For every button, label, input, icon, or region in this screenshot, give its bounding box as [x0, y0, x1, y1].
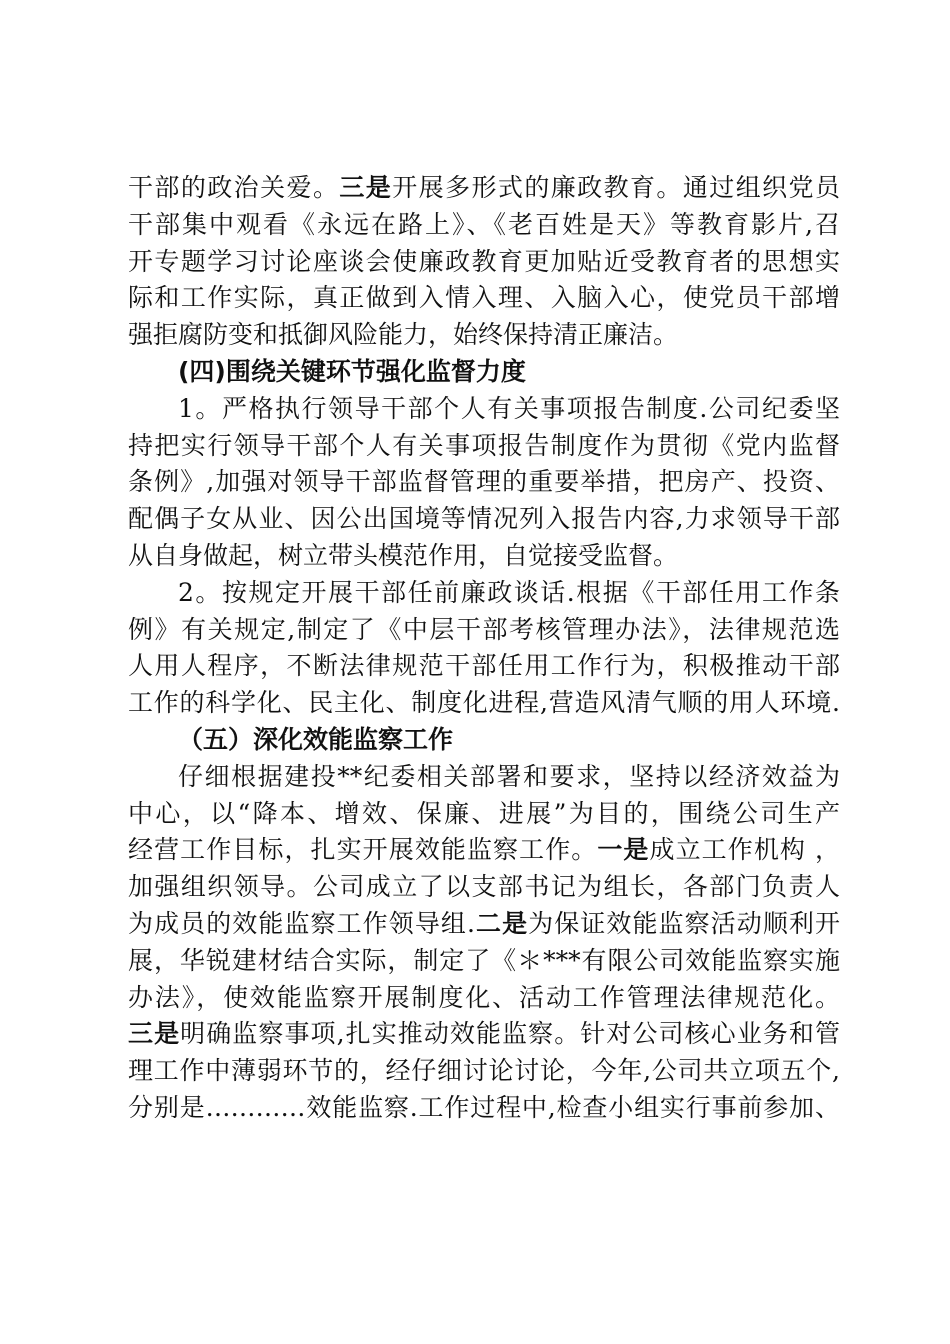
text-line: [128, 832, 840, 869]
text-line: 干部集中观看《永远在路上》、《老百姓是天》等教育影片,召: [128, 209, 840, 239]
text-line: 例》有关规定,制定了《中层干部考核管理办法》，法律规范选: [128, 614, 840, 644]
text-line: 分别是…………效能监察.工作过程中,检查小组实行事前参加、: [128, 1092, 840, 1122]
text-line: 际和工作实际，真正做到入情入理、入脑入心，使党员干部增: [128, 283, 840, 313]
text-span: 干部的政治关爱。: [128, 173, 340, 202]
text-line: 中心，以“降本、增效、保廉、进展”为目的，围绕公司生产: [128, 798, 840, 828]
section-heading: （五）深化效能监察工作: [178, 724, 454, 754]
emphasis-text: 三是: [339, 173, 393, 202]
text-span: 经营工作目标，扎实开展效能监察工作。: [128, 835, 598, 865]
text-line: 开专题学习讨论座谈会使廉政教育更加贴近受教育者的思想实: [128, 246, 840, 276]
text-line: 展，华锐建材结合实际，制定了《＊***有限公司效能监察实施: [128, 945, 840, 975]
text-line: 办法》，使效能监察开展制度化、活动工作管理法律规范化。: [128, 982, 840, 1012]
text-line: [128, 1016, 840, 1053]
section-heading: (四)围绕关键环节强化监督力度: [178, 356, 526, 386]
text-line: 人用人程序，不断法律规范干部任用工作行为，积极推动干部: [128, 651, 840, 681]
text-span: 为成员的效能监察工作领导组.: [128, 908, 475, 938]
emphasis-text: 三是: [128, 1019, 181, 1049]
text-line: [128, 170, 840, 207]
text-span: 开展多形式的廉政教育。通过组织党员: [392, 173, 840, 202]
text-span: 明确监察事项,扎实推动效能监察。针对公司核心业务和管: [180, 1019, 840, 1049]
text-line: [128, 906, 840, 943]
text-line: 强拒腐防变和抵御风险能力，始终保持清正廉洁。: [128, 320, 679, 350]
text-line: 仔细根据建投**纪委相关部署和要求，坚持以经济效益为: [178, 761, 840, 791]
text-line: 工作的科学化、民主化、制度化进程,营造风清气顺的用人环境.: [128, 688, 840, 718]
emphasis-text: 二是: [474, 908, 529, 938]
text-line: 配偶子女从业、因公出国境等情况列入报告内容,力求领导干部: [128, 504, 840, 534]
text-line: 理工作中薄弱环节的，经仔细讨论讨论，今年,公司共立项五个,: [128, 1056, 840, 1086]
text-span: 成立工作机构 ，: [649, 835, 840, 865]
text-span: 为保证效能监察活动顺利开: [528, 908, 840, 938]
text-line: 1。严格执行领导干部个人有关事项报告制度.公司纪委坚: [178, 393, 840, 423]
text-line: 条例》,加强对领导干部监督管理的重要举措，把房产、投资、: [128, 467, 840, 497]
text-line: 从自身做起，树立带头模范作用，自觉接受监督。: [128, 540, 679, 570]
text-line: 2。按规定开展干部任前廉政谈话.根据《干部任用工作条: [178, 577, 840, 607]
text-line: 持把实行领导干部个人有关事项报告制度作为贯彻《党内监督: [128, 430, 840, 460]
document-body: [128, 170, 840, 1127]
emphasis-text: 一是: [597, 835, 650, 865]
text-line: 加强组织领导。公司成立了以支部书记为组长，各部门负责人: [128, 872, 840, 902]
